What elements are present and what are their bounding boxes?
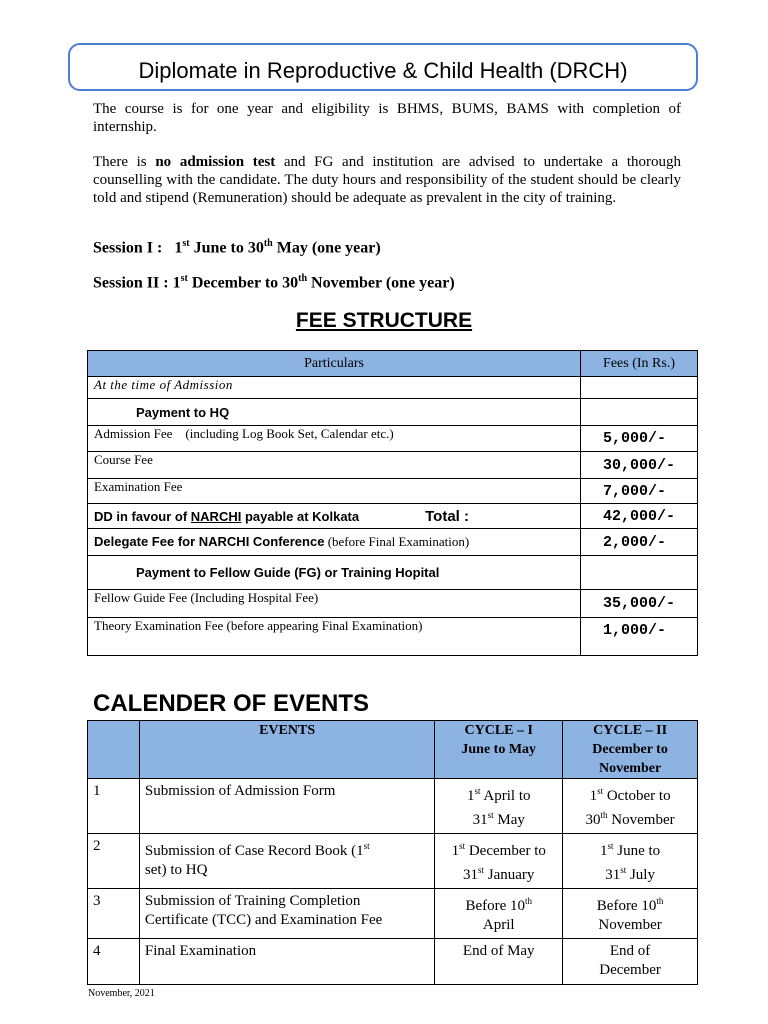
table-row <box>88 479 698 504</box>
fee-structure-heading: FEE STRUCTURE <box>295 309 473 332</box>
total-label: Total : <box>425 507 470 525</box>
session-two: Session II : 1st December to 30th November (one year) <box>93 273 455 292</box>
no-admission-test: no admission test <box>155 154 276 170</box>
exam-fee-value: 7,000/- <box>581 479 698 504</box>
intro-paragraph: The course is for one year and eligibility is BHMS, BUMS, BAMS with completion of internship. <box>93 101 681 135</box>
calendar-header-row <box>88 721 698 779</box>
table-row <box>88 377 698 399</box>
table-row <box>88 452 698 479</box>
delegate-fee-value: 2,000/- <box>581 529 698 556</box>
table-row <box>88 618 698 656</box>
payment-fg-label: Payment to Fellow Guide (FG) or Training Hopital <box>88 556 581 590</box>
event-name: Submission of Admission Form <box>139 779 434 834</box>
fee-table <box>87 350 698 656</box>
page-title: Diplomate in Reproductive & Child Health (DRCH) <box>138 58 628 83</box>
course-fee-label: Course Fee <box>88 452 581 479</box>
col-particulars: Particulars <box>88 351 581 377</box>
cycle-two-date: 1st October to 30th November <box>563 779 698 834</box>
table-row: 1 Submission of Admission Form 1st April to 31st May 1st October to 30th November <box>88 779 698 834</box>
cycle-one-date: 1st December to 31st January <box>435 834 563 889</box>
footer-date: November, 2021 <box>88 988 155 999</box>
at-admission-label: At the time of Admission <box>88 377 581 399</box>
col-fees: Fees (In Rs.) <box>581 351 698 377</box>
course-fee-value: 30,000/- <box>581 452 698 479</box>
table-row <box>88 399 698 426</box>
payment-hq-label: Payment to HQ <box>88 399 581 426</box>
cycle-one-date: Before 10th April <box>435 889 563 939</box>
delegate-fee-label: Delegate Fee for NARCHI Conference (before Final Examination) <box>88 529 581 556</box>
theory-fee-label: Theory Examination Fee (before appearing Final Examination) <box>88 618 581 656</box>
dd-label: DD in favour of NARCHI payable at Kolkata Total : <box>88 504 581 529</box>
event-name: Submission of Case Record Book (1st set) to HQ <box>139 834 434 889</box>
fee-header-row <box>88 351 698 377</box>
table-row <box>88 504 698 529</box>
cycle-two-date: Before 10th November <box>563 889 698 939</box>
col-cycle-one: CYCLE – I June to May <box>435 721 563 779</box>
fg-fee-value: 35,000/- <box>581 590 698 618</box>
event-name: Final Examination <box>139 939 434 985</box>
col-number <box>88 721 140 779</box>
cycle-two-date: End of December <box>563 939 698 985</box>
table-row <box>88 590 698 618</box>
admission-paragraph: There is no admission test and FG and institution are advised to undertake a thorough counselling with the candidate. The duty hours and responsibility of the student should be clearly told and stipend (Remuneration) should be adequate as prevalent in the city of training. <box>93 154 681 206</box>
table-row: 4 Final Examination End of May End of December <box>88 939 698 985</box>
table-row <box>88 426 698 452</box>
table-row: 2 Submission of Case Record Book (1st set) to HQ 1st December to 31st January 1st June to 31st July <box>88 834 698 889</box>
table-row <box>88 529 698 556</box>
event-name: Submission of Training Completion Certificate (TCC) and Examination Fee <box>139 889 434 939</box>
cycle-two-date: 1st June to 31st July <box>563 834 698 889</box>
fg-fee-label: Fellow Guide Fee (Including Hospital Fee) <box>88 590 581 618</box>
col-cycle-two: CYCLE – II December to November <box>563 721 698 779</box>
table-row: 3 Submission of Training Completion Certificate (TCC) and Examination Fee Before 10th April Before 10th November <box>88 889 698 939</box>
total-value: 42,000/- <box>581 504 698 529</box>
calendar-heading: CALENDER OF EVENTS <box>93 690 370 717</box>
admission-fee-value: 5,000/- <box>581 426 698 452</box>
table-row <box>88 556 698 590</box>
admission-fee-label: Admission Fee (including Log Book Set, Calendar etc.) <box>88 426 581 452</box>
exam-fee-label: Examination Fee <box>88 479 581 504</box>
cycle-one-date: End of May <box>435 939 563 985</box>
session-one: Session I : 1st June to 30th May (one year) <box>93 238 381 257</box>
cycle-one-date: 1st April to 31st May <box>435 779 563 834</box>
theory-fee-value: 1,000/- <box>581 618 698 656</box>
title-box <box>68 43 698 91</box>
col-events: EVENTS <box>139 721 434 779</box>
calendar-table <box>87 720 698 985</box>
